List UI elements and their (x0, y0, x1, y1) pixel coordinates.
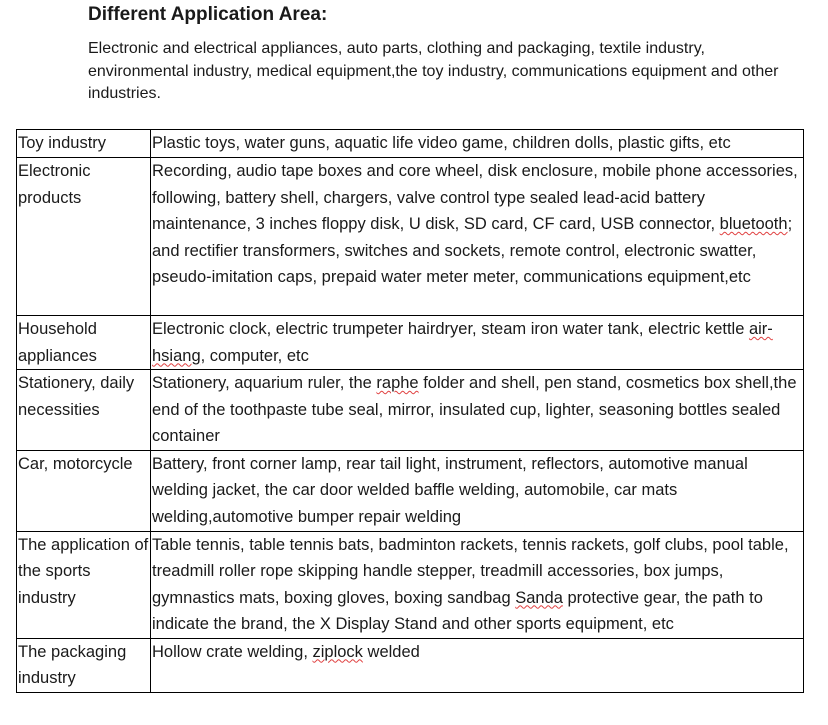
uses-text: , computer, etc (200, 346, 309, 365)
area-cell: Stationery, daily necessities (17, 370, 151, 451)
table-row (17, 450, 804, 531)
uses-text: protective gear, the path to indicate the brand, the X Display Stand and other sports equipment, etc (152, 588, 763, 633)
uses-text: Hollow crate welding, (152, 642, 313, 661)
uses-cell: Battery, front corner lamp, rear tail light, instrument, reflectors, automotive manual welding jacket, the car door welded baffle welding, automobile, car mats welding,automotive bumper repair welding (151, 450, 804, 531)
uses-cell: Plastic toys, water guns, aquatic life video game, children dolls, plastic gifts, etc (151, 130, 804, 158)
uses-text: Recording, audio tape boxes and core wheel, disk enclosure, mobile phone accessories, following, battery shell, chargers, valve control type sealed lead-acid battery maintenance, 3 inches floppy disk, U disk, SD card, CF card, USB connector, (152, 162, 798, 233)
table-row (17, 638, 804, 692)
table-row (17, 130, 804, 158)
spellcheck-flagged-word: ziplock (312, 642, 363, 661)
area-cell: Household appliances (17, 316, 151, 370)
uses-cell (151, 158, 804, 316)
spellcheck-flagged-word: bluetooth (719, 215, 788, 233)
uses-cell (151, 531, 804, 638)
uses-text: Table tennis, table tennis bats, badminton rackets, tennis rackets, golf clubs, pool table, treadmill roller rope skipping handle stepper, treadmill accessories, box jumps, gymnastics mats, boxing gloves, boxing sandbag (152, 535, 789, 607)
uses-text: ; and rectifier transformers, switches and sockets, remote control, electronic swatter, pseudo-imitation caps, prepaid water meter meter, communications equipment,etc (152, 215, 793, 286)
area-cell: The packaging industry (17, 638, 151, 692)
application-area-table (16, 129, 804, 693)
area-cell: The application of the sports industry (17, 531, 151, 638)
table-row (17, 531, 804, 638)
table-row (17, 158, 804, 316)
uses-text: welded (362, 642, 420, 661)
spellcheck-flagged-word: raphe (376, 374, 419, 392)
uses-text: Electronic clock, electric trumpeter hairdryer, steam iron water tank, electric kettle (152, 320, 749, 338)
uses-cell (151, 370, 804, 451)
table-row (17, 370, 804, 451)
section-heading: Different Application Area: (88, 4, 328, 25)
table-row (17, 316, 804, 370)
area-cell: Car, motorcycle (17, 450, 151, 531)
uses-cell (151, 638, 804, 692)
area-cell: Electronic products (17, 158, 151, 316)
spellcheck-flagged-word: Sanda (515, 588, 563, 607)
uses-text: Stationery, aquarium ruler, the (152, 374, 377, 392)
area-cell: Toy industry (17, 130, 151, 158)
spellcheck-flagged-word: air-hsiang (152, 320, 773, 365)
intro-paragraph: Electronic and electrical appliances, auto parts, clothing and packaging, textile industry, environmental industry, medical equipment,the toy industry, communications equipment and other industries. (88, 40, 779, 102)
uses-text: folder and shell, pen stand, cosmetics box shell,the end of the toothpaste tube seal, mirror, insulated cup, lighter, seasoning bottles sealed container (152, 374, 797, 445)
uses-cell (151, 316, 804, 370)
